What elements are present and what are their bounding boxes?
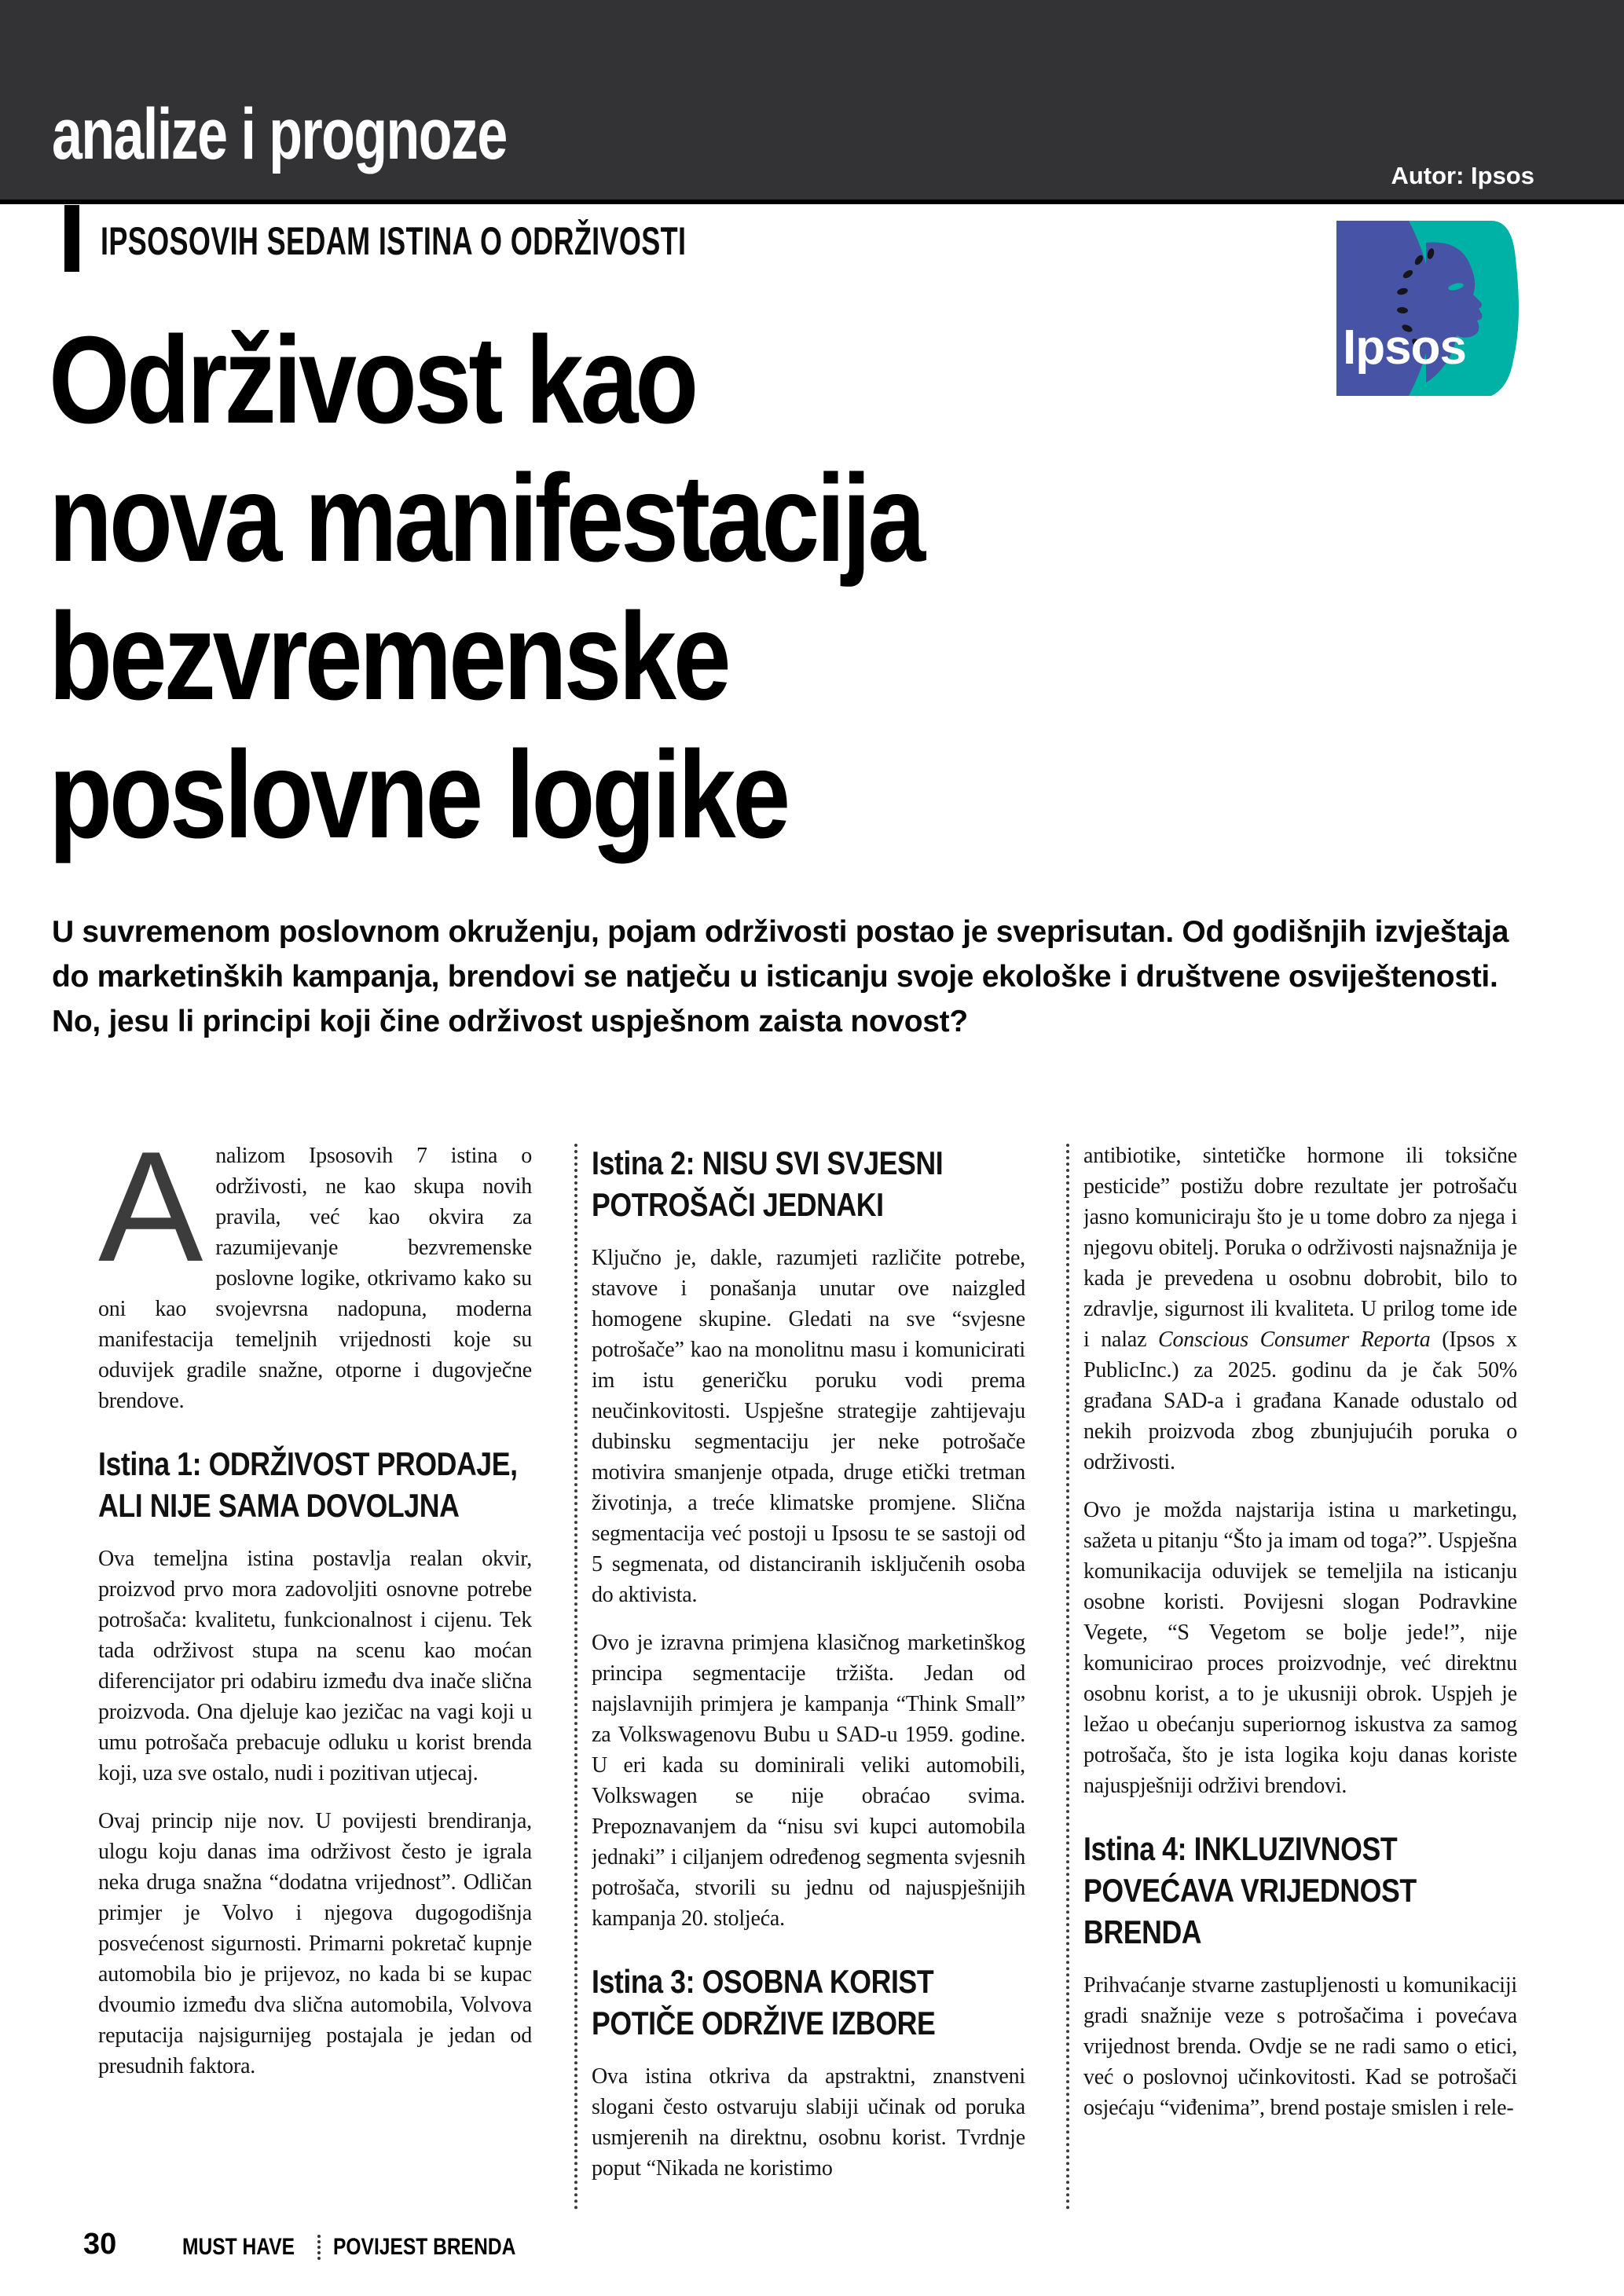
paragraph: Ova temeljna istina postavlja realan okvir, proizvod prvo mora zadovoljiti osnovne potrebe potrošača: kvalitetu, funkcionalnost i cijenu. Tek tada održivost stupa na scenu kao moćan diferencijator pri odabiru između dva inače slična proizvoda. Ona djeluje kao jezičac na vagi koji u umu potrošača prebacuje odluku u korist brenda koji, uza sve ostalo, nudi i pozitivan utjecaj. <box>98 1547 532 1785</box>
ipsos-logo <box>1330 219 1522 397</box>
paragraph: Ključno je, dakle, razumjeti različite potrebe, stavove i ponašanja unutar ove naizgled homogene skupine. Gledati na sve “svjesne potrošače” kao na monolitnu masu i komunicirati im istu generičku poruku vodi prema neučinkovitosti. Uspješne strategije zahtijevaju dubinsku segmentaciju jer neke potrošače motivira smanjenje otpada, druge etički tretman životinja, a treće klimatske promjene. Slična segmentacija već postoji u Ipsosu te se sastoji od 5 segmenata, od distanciranih isključenih osoba do aktivista. <box>592 1246 1025 1607</box>
subheading-istina-4: Istina 4: INKLUZIVNOST POVEĆAVA VRIJEDNOST BRENDA <box>1083 1830 1417 1950</box>
column-divider-dotted <box>574 1144 577 2210</box>
section-title: analize i prognoze <box>52 94 507 174</box>
author-credit: Autor: Ipsos <box>1391 162 1534 189</box>
kicker-tick-mark <box>64 205 79 272</box>
paragraph <box>1083 1141 1517 1478</box>
paragraph: Ovaj princip nije nov. U povijesti brendiranja, ulogu koju danas ima održivost često je igrala neka druga snažna “dodatna vrijednost”. Odličan primjer je Volvo i njegova dugogodišnja posvećenost sigurnosti. Primarni pokretač kupnje automobila bio je prijevoz, no kada bi se kupac dvoumio između dva slična automobila, Volvova reputacija najsigurnijeg postajala je jedan od presudnih faktora. <box>98 1809 532 2078</box>
subheading-istina-3: Istina 3: OSOBNA KORIST POTIČE ODRŽIVE IZBORE <box>592 1963 936 2041</box>
paragraph: Ovo je izravna primjena klasičnog marketinškog principa segmentacije tržišta. Jedan od najslavnijih primjera je kampanja “Think Small” za Volkswagenovu Bubu u SAD-u 1959. godine. U eri kada su dominirali veliki automobili, Volkswagen se nije obraćao svima. Prepoznavanjem da “nisu svi kupci automobila jednaki” i ciljanjem određenog segmenta svjesnih potrošača, stvorili su jednu od najuspješnijih kampanja 20. stoljeća. <box>592 1631 1025 1931</box>
subheading-istina-1: Istina 1: ODRŽIVOST PRODAJE, ALI NIJE SAMA DOVOLJNA <box>98 1445 518 1524</box>
column-3 <box>1083 1141 1517 2218</box>
title-line: poslovne logike <box>49 726 787 864</box>
footer-section-name: POVIJEST BRENDA <box>333 2234 516 2260</box>
subheading-istina-2: Istina 2: NISU SVI SVJESNI POTROŠAČI JEDNAKI <box>592 1144 944 1223</box>
column-divider-dotted <box>1066 1144 1069 2210</box>
dropcap-letter: A <box>98 1141 203 1294</box>
ipsos-wordmark: Ipsos <box>1343 320 1466 375</box>
title-line: bezvremenske <box>49 588 728 726</box>
header-underline <box>0 200 1624 204</box>
title-line: nova manifestacija <box>49 449 923 588</box>
paragraph-text: nalizom Ipsosovih 7 istina o održivosti, ne kao skupa novih pravila, već kao okvira za razumijevanje bezvremenske poslovne logike, otkrivamo kako su oni kao svojevrsna nadopuna, moderna manifestacija temeljnih vrijednosti koje su oduvijek gradile snažne, otporne i dugovječne brendove. <box>98 1144 532 1413</box>
column-2 <box>592 1141 1025 2218</box>
article-title <box>49 311 1089 864</box>
title-line: Održivost kao <box>49 311 696 449</box>
column-1 <box>98 1141 532 2218</box>
report-title-italic: Conscious Consumer Reporta <box>1158 1327 1431 1352</box>
magazine-name: MUST HAVE <box>182 2234 295 2260</box>
footer-dotted-separator <box>317 2235 321 2260</box>
paragraph-text: antibiotike, sintetičke hormone ili toksične pesticide” postižu dobre rezultate jer potrošaču jasno komuniciraju što je u tome dobro za njega i njegovu obitelj. Poruka o održivosti najsnažnija je kada je prevedena u osobnu dobrobit, bilo to zdravlje, sigurnost ili kvaliteta. U prilog tome ide i nalaz <box>1083 1144 1517 1352</box>
page-number: 30 <box>83 2228 117 2261</box>
kicker: IPSOSOVIH SEDAM ISTINA O ODRŽIVOSTI <box>101 219 687 263</box>
paragraph: Prihvaćanje stvarne zastupljenosti u komunikaciji gradi snažnije veze s potrošačima i povećava vrijednost brenda. Ovdje se ne radi samo o etici, već o poslovnoj učinkovitosti. Kad se potrošači osjećaju “viđenima”, brend postaje smislen i rele- <box>1083 1973 1517 2120</box>
section-header-bar <box>0 0 1624 200</box>
paragraph <box>98 1141 532 1416</box>
paragraph-text: (Ipsos x PublicInc.) za 2025. godinu da je čak 50% građana SAD-a i građana Kanade odustalo od nekih proizvoda zbog zbunjujućih poruka o održivosti. <box>1083 1327 1517 1474</box>
paragraph: Ovo je možda najstarija istina u marketingu, sažeta u pitanju “Što ja imam od toga?”. Uspješna komunikacija oduvijek se temeljila na isticanju osobne koristi. Povijesni slogan Podravkine Vegete, “S Vegetom se bolje jede!”, nije komunicirao proces proizvodnje, već direktnu osobnu korist, a to je ukusniji obrok. Uspjeh je ležao u obećanju superiornog iskustva za samog potrošača, što je ista logika koju danas koriste najuspješniji održivi brendovi. <box>1083 1498 1517 1798</box>
paragraph: Ova istina otkriva da apstraktni, znanstveni slogani često ostvaruju slabiji učinak od poruka usmjerenih na direktnu, osobnu korist. Tvrdnje poput “Nikada ne koristimo <box>592 2064 1025 2181</box>
footer-titles <box>182 2234 556 2261</box>
article-lead: U suvremenom poslovnom okruženju, pojam održivosti postao je sveprisutan. Od godišnjih izvještaja do marketinških kampanja, brendovi se natječu u isticanju svoje ekološke i društvene osviještenosti. No, jesu li principi koji čine održivost uspješnom zaista novost? <box>52 915 1509 1038</box>
